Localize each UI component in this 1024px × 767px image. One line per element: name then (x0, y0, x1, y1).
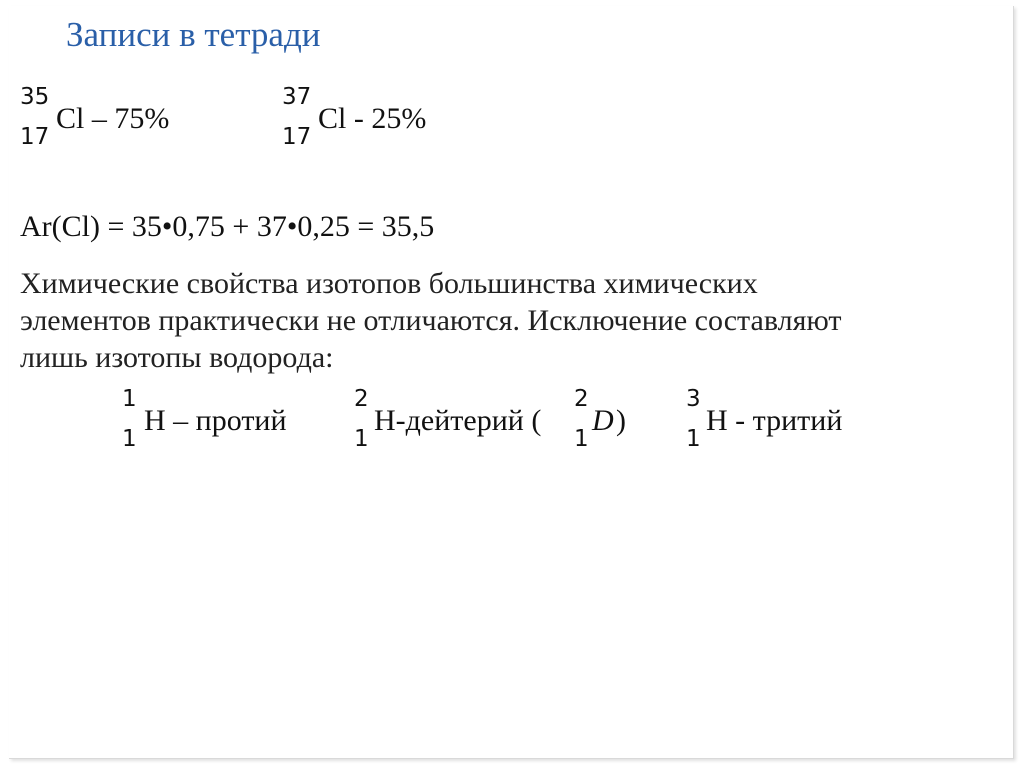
nuclide-label: H-дейтерий ( (374, 404, 542, 437)
nuclide-label: H – протий (144, 404, 287, 437)
paragraph-line: Химические свойства изотопов большинства химических (20, 267, 758, 300)
isotopes-paragraph (20, 265, 842, 376)
atomic-number: 17 (282, 124, 312, 150)
mass-number: 2 (354, 386, 369, 412)
mass-number: 1 (122, 386, 137, 412)
nuclide-label: Cl – 75% (56, 102, 170, 135)
atomic-mass-formula: Ar(Cl) = 35•0,75 + 37•0,25 = 35,5 (20, 210, 435, 243)
atomic-number: 17 (20, 124, 50, 150)
nuclide-label: H - тритий (706, 404, 843, 437)
slide-title: Записи в тетради (66, 15, 321, 54)
mass-number: 3 (686, 386, 701, 412)
atomic-number: 1 (122, 426, 137, 452)
atomic-number: 1 (574, 426, 589, 452)
mass-number: 37 (282, 84, 312, 110)
deuterium-symbol: D (592, 404, 614, 437)
closing-parenthesis: ) (616, 404, 626, 437)
mass-number: 35 (20, 84, 50, 110)
mass-number: 2 (574, 386, 589, 412)
paragraph-line: элементов практически не отличаются. Исключение составляют (20, 304, 842, 337)
paragraph-line: лишь изотопы водорода: (20, 341, 334, 374)
nuclide-label: Cl - 25% (318, 102, 427, 135)
atomic-number: 1 (354, 426, 369, 452)
atomic-number: 1 (686, 426, 701, 452)
